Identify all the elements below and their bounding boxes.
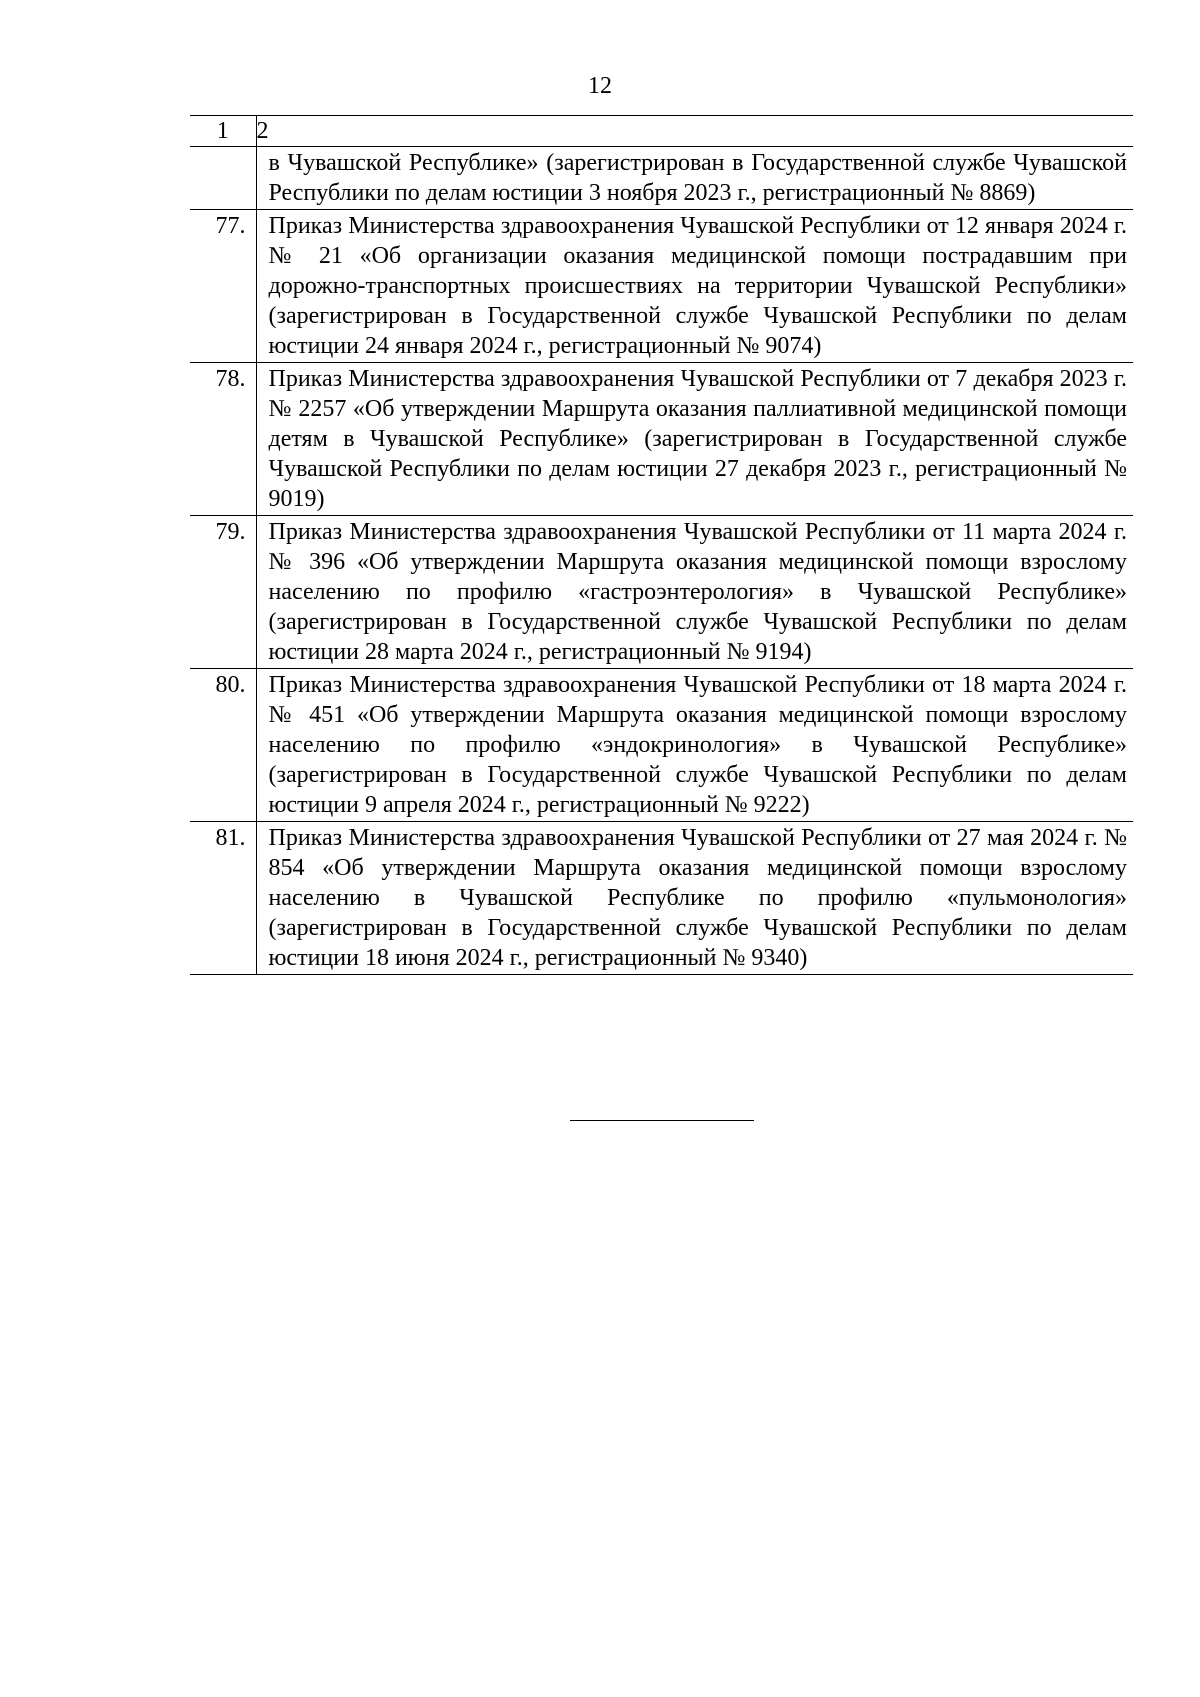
regulations-table [190,115,1133,975]
row-text: Приказ Министерства здравоохранения Чувашской Республики от 12 января 2024 г. № 21 «Об организации оказания медицинской помощи пострадавшим при дорожно-транспортных происшествиях на территории Чувашской Республики» (зарегистрирован в Государственной службе Чувашской Республики по делам юстиции 24 января 2024 г., регистрационный № 9074) [256,210,1133,363]
row-number: 79. [190,516,256,669]
end-of-document-rule [570,1120,754,1121]
column-header-text: 2 [256,116,1133,147]
table-row [190,363,1133,516]
row-number: 80. [190,669,256,822]
page-number: 12 [588,73,612,99]
row-text: Приказ Министерства здравоохранения Чувашской Республики от 18 марта 2024 г. № 451 «Об утверждении Маршрута оказания медицинской помощи взрослому населению по профилю «эндокринология» в Чувашской Республике» (зарегистрирован в Государственной службе Чувашской Республики по делам юстиции 9 апреля 2024 г., регистрационный № 9222) [256,669,1133,822]
table-row [190,516,1133,669]
row-text: Приказ Министерства здравоохранения Чувашской Республики от 7 декабря 2023 г. № 2257 «Об утверждении Маршрута оказания паллиативной медицинской помощи детям в Чувашской Республике» (зарегистрирован в Государственной службе Чувашской Республики по делам юстиции 27 декабря 2023 г., регистрационный № 9019) [256,363,1133,516]
table-row [190,822,1133,975]
row-text: Приказ Министерства здравоохранения Чувашской Республики от 11 марта 2024 г. № 396 «Об утверждении Маршрута оказания медицинской помощи взрослому населению по профилю «гастроэнтерология» в Чувашской Республике» (зарегистрирован в Государственной службе Чувашской Республики по делам юстиции 28 марта 2024 г., регистрационный № 9194) [256,516,1133,669]
row-number: 77. [190,210,256,363]
row-number: 81. [190,822,256,975]
row-text: Приказ Министерства здравоохранения Чувашской Республики от 27 мая 2024 г. № 854 «Об утверждении Маршрута оказания медицинской помощи взрослому населению в Чувашской Республике по профилю «пульмонология» (зарегистрирован в Государственной службе Чувашской Республики по делам юстиции 18 июня 2024 г., регистрационный № 9340) [256,822,1133,975]
table-row [190,669,1133,822]
table-header-row [190,116,1133,147]
table-row [190,147,1133,210]
row-number [190,147,256,210]
row-number: 78. [190,363,256,516]
row-text: в Чувашской Республике» (зарегистрирован в Государственной службе Чувашской Республики по делам юстиции 3 ноября 2023 г., регистрационный № 8869) [256,147,1133,210]
column-header-number: 1 [190,116,256,147]
table-row [190,210,1133,363]
